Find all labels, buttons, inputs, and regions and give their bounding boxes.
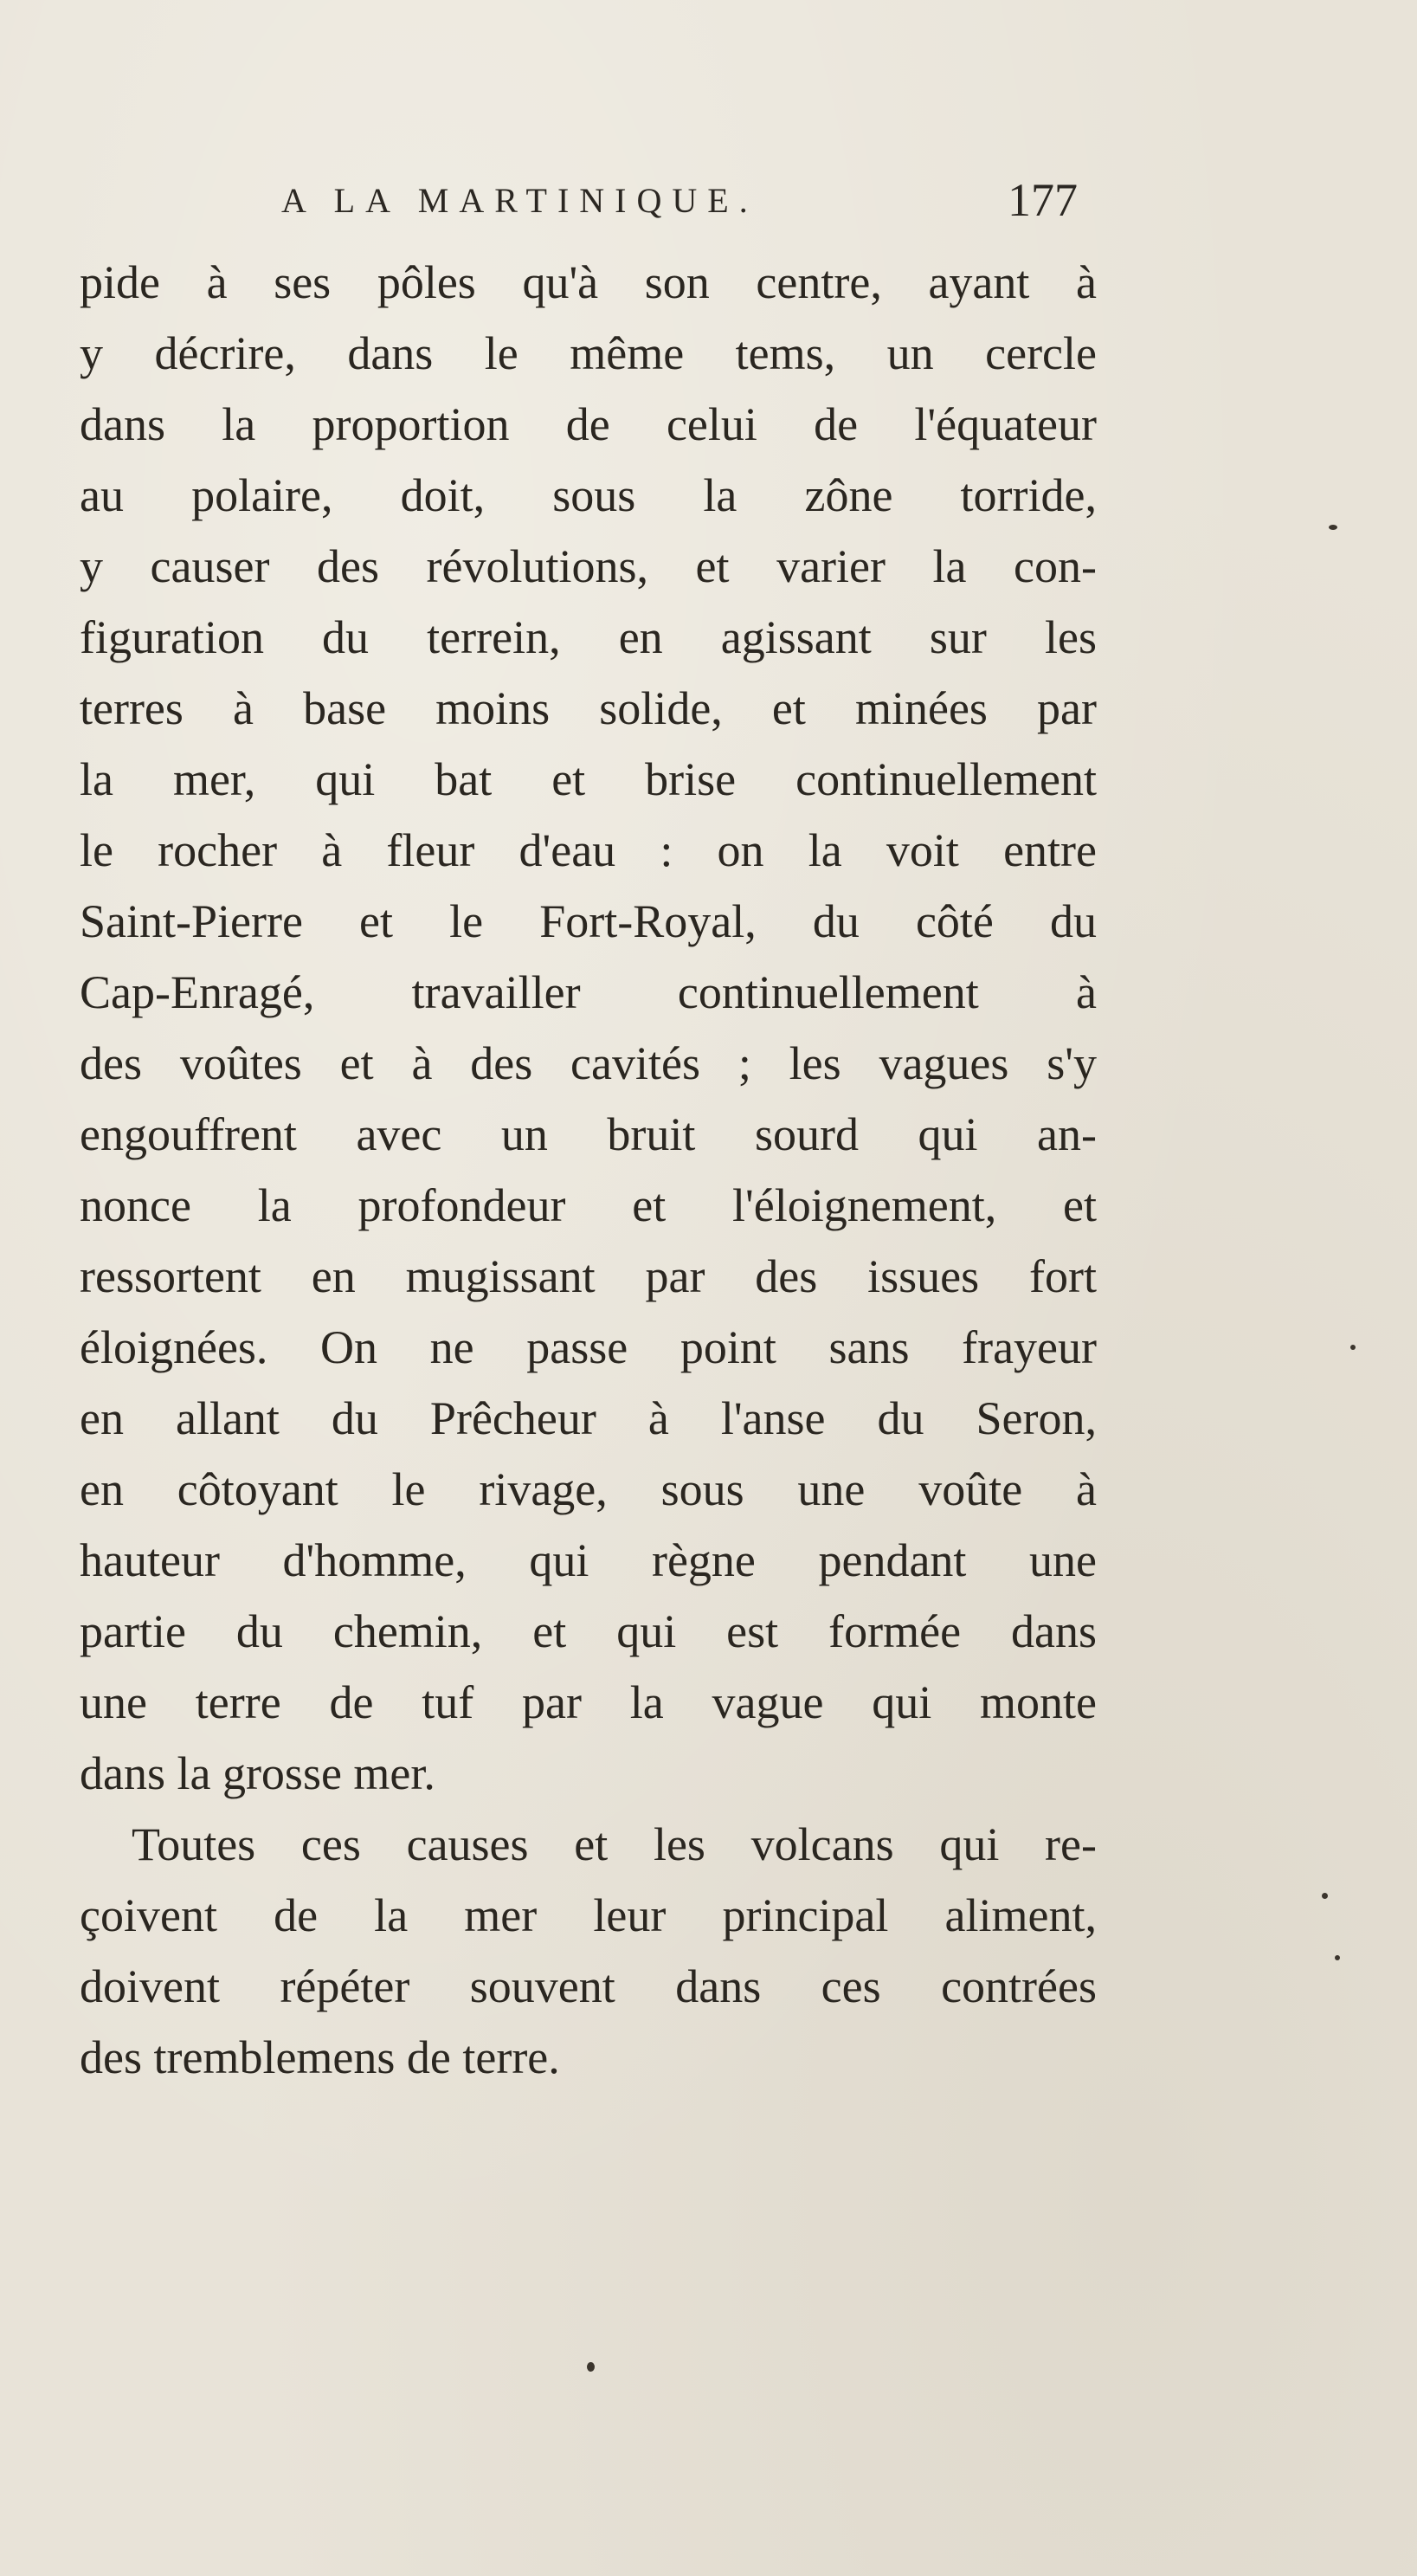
text-line: en côtoyant le rivage, sous une voûte à (80, 1463, 1097, 1515)
running-head: A LA MARTINIQUE. (281, 181, 758, 220)
text-line: éloignées. On ne passe point sans frayeur (80, 1321, 1097, 1373)
paper-speck (587, 2362, 595, 2372)
paragraph-end-line: dans la grosse mer. (80, 1747, 435, 1799)
text-line: partie du chemin, et qui est formée dans (80, 1605, 1097, 1657)
text-line: Cap-Enragé, travailler continuellement à (80, 966, 1097, 1018)
text-line: la mer, qui bat et brise continuellement (80, 753, 1097, 805)
page-number: 177 (1008, 174, 1078, 226)
paper-speck (1322, 1893, 1328, 1899)
text-line: doivent répéter souvent dans ces contrées (80, 1960, 1097, 2012)
paragraph-end-line: des tremblemens de terre. (80, 2031, 560, 2083)
text-line: dans la proportion de celui de l'équateur (80, 398, 1097, 450)
text-line: hauteur d'homme, qui règne pendant une (80, 1534, 1097, 1586)
text-line: y décrire, dans le même tems, un cercle (80, 327, 1097, 379)
text-line: le rocher à fleur d'eau : on la voit entre (80, 824, 1097, 876)
text-line: des voûtes et à des cavités ; les vagues s'y (80, 1037, 1097, 1089)
paper-speck (1329, 525, 1337, 530)
text-line: Saint-Pierre et le Fort-Royal, du côté du (80, 895, 1097, 947)
text-line: çoivent de la mer leur principal aliment, (80, 1889, 1097, 1941)
text-line: y causer des révolutions, et varier la con- (80, 540, 1097, 592)
text-line: engouffrent avec un bruit sourd qui an- (80, 1108, 1097, 1160)
text-line: au polaire, doit, sous la zône torride, (80, 469, 1097, 521)
text-line: figuration du terrein, en agissant sur les (80, 611, 1097, 663)
text-line: terres à base moins solide, et minées par (80, 682, 1097, 734)
text-line: ressortent en mugissant par des issues fort (80, 1250, 1097, 1302)
text-line: en allant du Prêcheur à l'anse du Seron, (80, 1392, 1097, 1444)
paper-speck (1335, 1955, 1340, 1960)
text-line: une terre de tuf par la vague qui monte (80, 1676, 1097, 1728)
text-line: nonce la profondeur et l'éloignement, et (80, 1179, 1097, 1231)
paragraph-start-line: Toutes ces causes et les volcans qui re- (132, 1818, 1097, 1870)
page-header (281, 173, 1078, 234)
paper-speck (1350, 1345, 1356, 1350)
body-text (80, 247, 1097, 2093)
text-line: pide à ses pôles qu'à son centre, ayant à (80, 256, 1097, 308)
